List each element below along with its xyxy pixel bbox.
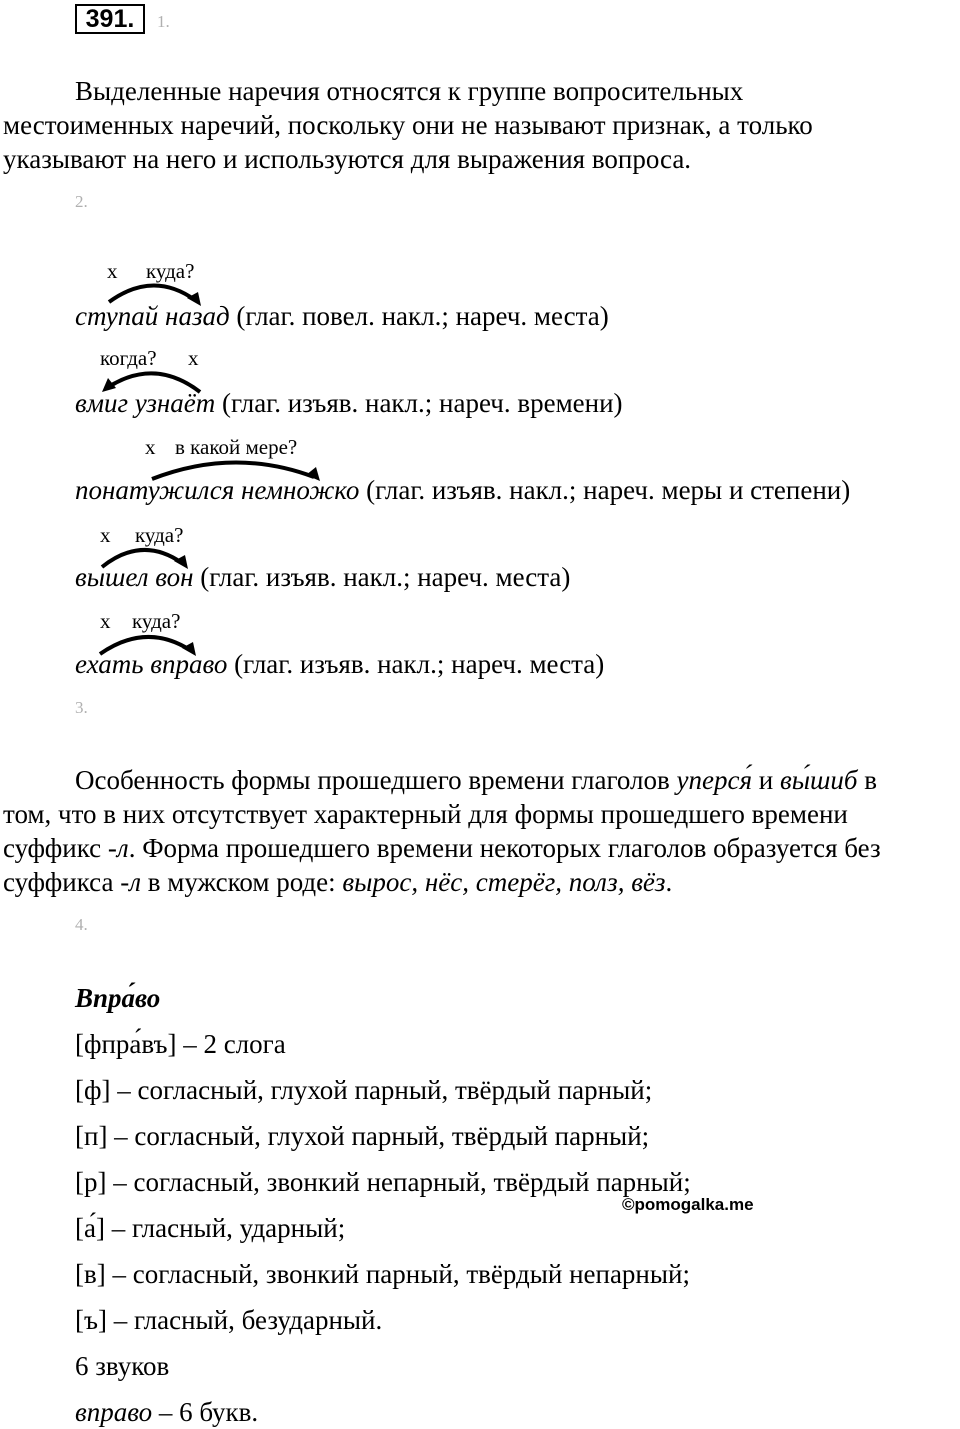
item3-phrase: понатужился немножко [75,475,360,505]
section-label-2: 2. [75,192,88,211]
part3-text: суффикс [3,833,108,863]
part3-text: в [857,765,877,795]
sounds-count: 6 звуков [75,1351,170,1381]
part3-verb-upersya: уперся́ [676,765,753,795]
item1-line [75,299,609,333]
watermark: ©pomogalka.me [622,1195,754,1214]
item2-right-mark: х [188,346,199,370]
item2-phrase: вмиг узнаёт [75,388,216,418]
item5-note: (глаг. изъяв. накл.; нареч. места) [227,649,605,679]
part3-text: в мужском роде: [141,867,343,897]
part3-line-1 [75,763,877,797]
letters-count [75,1395,258,1429]
item2-note: (глаг. изъяв. накл.; нареч. времени) [215,388,623,418]
part3-line-2: том, что в них отсутствует характерный для формы прошедшего времени [3,799,848,829]
exercise-number: 391. [75,4,145,34]
item5-right-mark: куда? [132,609,181,633]
part3-examples: вырос, нёс, стерёг, полз, вёз [342,867,666,897]
sound-line: [в] – согласный, звонкий парный, твёрдый непарный; [75,1259,690,1289]
part3-text: суффикса [3,867,121,897]
item4-right-mark: куда? [135,523,184,547]
part1-line-1: Выделенные наречия относятся к группе вопросительных [75,76,744,106]
sound-line: [п] – согласный, глухой парный, твёрдый парный; [75,1121,650,1151]
item1-right-mark: куда? [146,259,195,283]
item2-line [75,386,623,420]
item3-right-mark: в какой мере? [175,435,298,459]
item5-left-mark: х [100,609,111,633]
item3-line [75,473,850,507]
transcription: [фпра́въ] – 2 слога [75,1029,286,1059]
item3-note: (глаг. изъяв. накл.; нареч. меры и степени) [359,475,851,505]
sound-line: [р] – согласный, звонкий непарный, твёрдый парный; [75,1167,691,1197]
item4-line [75,560,570,594]
item1-phrase: ступай назад [75,301,230,331]
item1-note: (глаг. повел. накл.; нареч. места) [229,301,609,331]
part3-text: . Форма прошедшего времени некоторых глаголов образуется без [128,833,881,863]
analysis-word: Впра́во [75,983,161,1013]
section-label-1: 1. [157,12,170,31]
part3-text: . [665,867,673,897]
sound-line: [ъ] – гласный, безударный. [75,1305,383,1335]
sound-line: [а́] – гласный, ударный; [75,1213,346,1243]
item5-line [75,647,604,681]
part3-text: и [752,765,780,795]
letters-word: вправо [75,1397,153,1427]
section-label-3: 3. [75,698,88,717]
item1-left-mark: х [107,259,118,283]
item4-note: (глаг. изъяв. накл.; нареч. места) [193,562,571,592]
part3-line-4 [3,865,672,899]
item4-left-mark: х [100,523,111,547]
item5-phrase: ехать вправо [75,649,228,679]
part1-line-3: указывают на него и используются для выражения вопроса. [3,144,692,174]
letters-rest: – 6 букв. [152,1397,259,1427]
item3-left-mark: х [145,435,156,459]
section-label-4: 4. [75,915,88,934]
part3-text: Особенность формы прошедшего времени глаголов [75,765,677,795]
part1-line-2: местоименных наречий, поскольку они не называют признак, а только [3,110,813,140]
item4-phrase: вышел вон [75,562,194,592]
part3-suffix: -л [107,833,129,863]
sound-line: [ф] – согласный, глухой парный, твёрдый парный; [75,1075,653,1105]
part3-line-3 [3,831,881,865]
part3-verb-vyshib: вы́шиб [779,765,858,795]
part3-suffix: -л [120,867,141,897]
item2-left-mark: когда? [100,346,157,370]
